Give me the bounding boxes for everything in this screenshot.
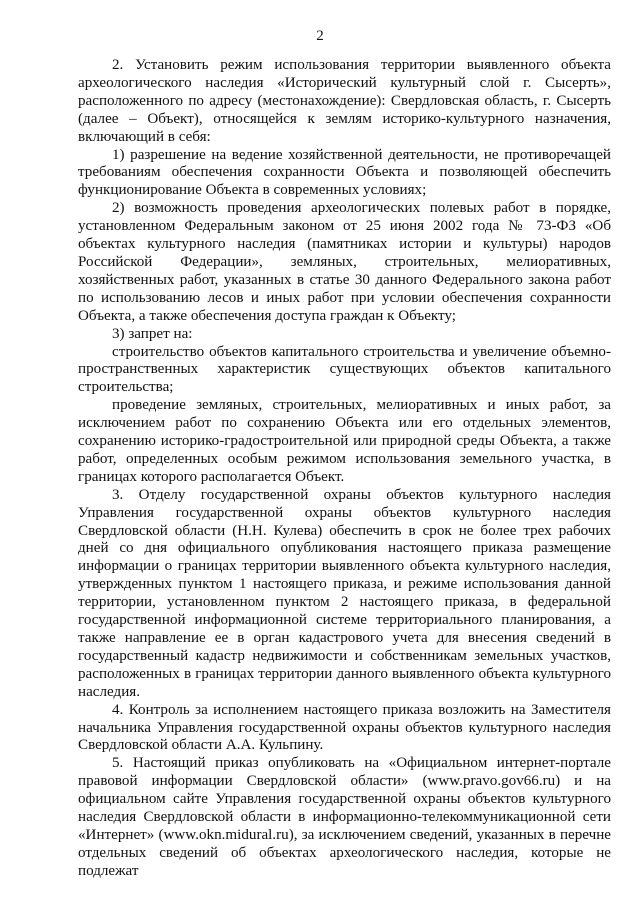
paragraph-subitem-3: 3) запрет на: bbox=[112, 325, 193, 342]
paragraph-item-4: 4. Контроль за исполнением настоящего приказа возложить на Заместителя начальника Управления государственной охраны объектов культурного наследия Свердловской области А.А. Кульпину. bbox=[78, 701, 611, 754]
paragraph-item-3: 3. Отделу государственной охраны объектов культурного наследия Управления государственной охраны объектов культурного наследия Свердловской области (Н.Н. Кулева) обеспечить в срок не более трех рабочих дней со дня официального опубликования настоящего приказа размещение информации о границах территории выявленного объекта культурного наследия, утвержденных пунктом 1 настоящего приказа, и режиме использования данной территории, установленном пунктом 2 настоящего приказа, в федеральной государственной информационной системе территориального планирования, а также направление ее в орган кадастрового учета для внесения сведений в государственный кадастр недвижимости и собственникам земельных участков, расположенных в границах территории данного выявленного объекта культурного наследия. bbox=[78, 486, 611, 700]
document-body bbox=[78, 57, 611, 881]
paragraph-prohibition-works: проведение земляных, строительных, мелиоративных и иных работ, за исключением работ по сохранению Объекта или его отдельных элементов, сохранению историко-градостроительной или природной среды Объекта, а также работ, определенных особым режимом использования земельного участка, в границах которого располагается Объект. bbox=[78, 397, 611, 485]
paragraph-item-5: 5. Настоящий приказ опубликовать на «Официальном интернет-портале правовой информации Свердловской области» (www.pravo.gov66.ru) и на официальном сайте Управления государственной охраны объектов культурного наследия Свердловской области в информационно-телекоммуникационной сети «Интернет» (www.okn.midural.ru), за исключением сведений, указанных в перечне отдельных сведений об объектах археологического наследия, которые не подлежат bbox=[78, 755, 611, 879]
paragraph-prohibition-construction: строительство объектов капитального строительства и увеличение объемно-пространственных характеристик существующих объектов капитального строительства; bbox=[78, 343, 611, 396]
paragraph-subitem-1: 1) разрешение на ведение хозяйственной деятельности, не противоречащей требованиям обеспечения сохранности Объекта и позволяющей обеспечить функционирование Объекта в современных условиях; bbox=[78, 146, 611, 199]
page-number: 2 bbox=[316, 28, 324, 44]
paragraph-subitem-2: 2) возможность проведения археологических полевых работ в порядке, установленном Федеральным законом от 25 июня 2002 года № 73-ФЗ «Об объектах культурного наследия (памятниках истории и культуры) народов Российской Федерации», земляных, строительных, мелиоративных, хозяйственных работ, указанных в статье 30 данного Федерального закона работ по использованию лесов и иных работ при условии обеспечения сохранности Объекта, а также обеспечения доступа граждан к Объекту; bbox=[78, 200, 611, 324]
paragraph-item-2: 2. Установить режим использования территории выявленного объекта археологического наследия «Исторический культурный слой г. Сысерть», расположенного по адресу (местонахождение): Свердловская область, г. Сысерть (далее – Объект), относящейся к землям историко-культурного назначения, включающий в себя: bbox=[78, 57, 611, 145]
